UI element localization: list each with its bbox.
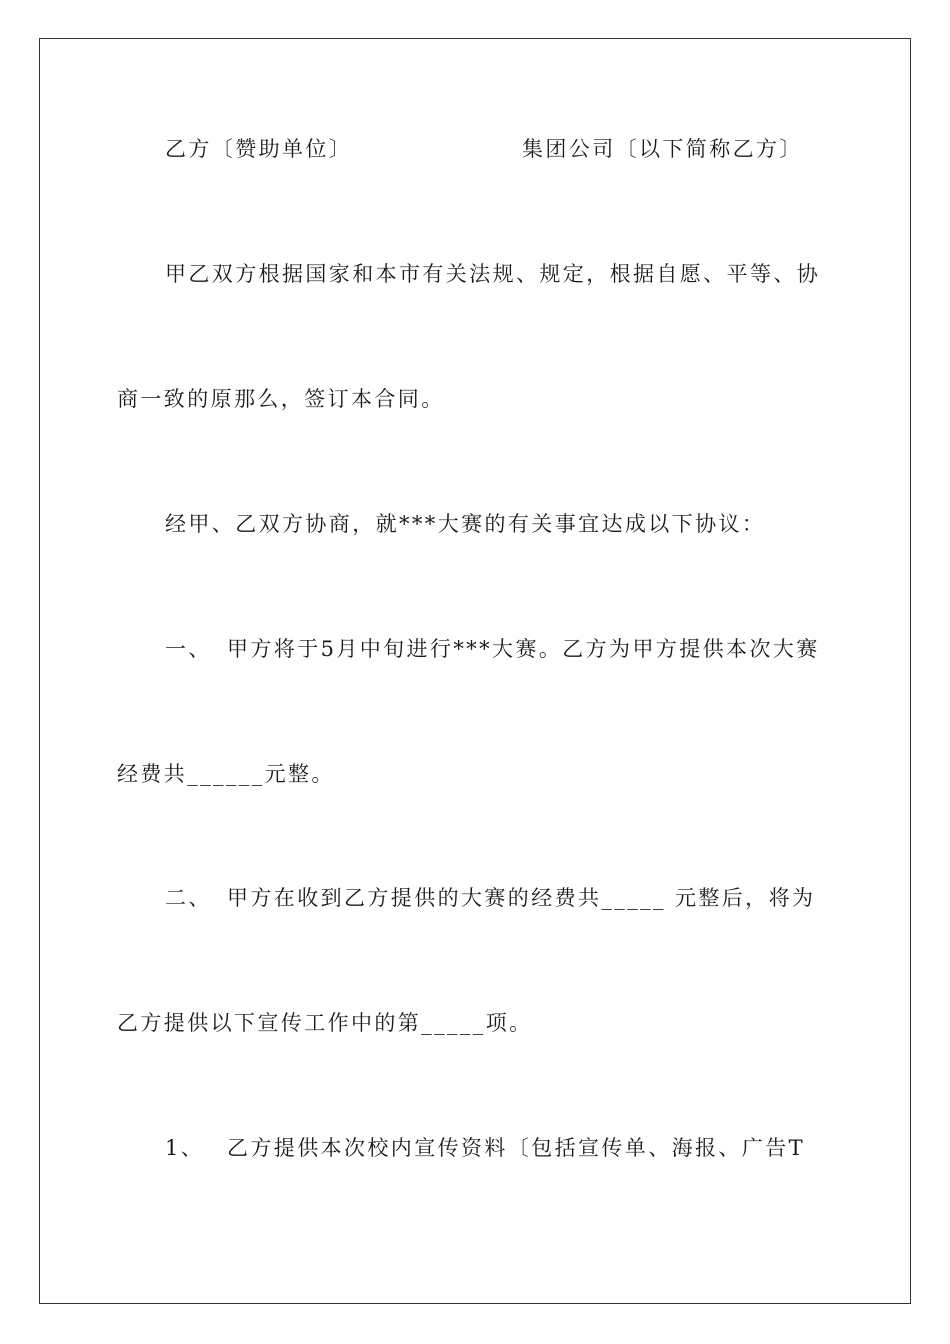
- party-b-label: 乙方〔赞助单位〕: [165, 137, 353, 161]
- paragraph-intro-line-2: 商一致的原那么，签订本合同。: [117, 387, 445, 411]
- item-1-line-2: 经费共______元整。: [117, 762, 335, 786]
- item-1-number: 一、: [165, 637, 212, 661]
- sub-item-1-number: 1、: [165, 1136, 205, 1160]
- item-1-line-1: 甲方将于5月中旬进行***大赛。乙方为甲方提供本次大赛: [227, 637, 820, 661]
- paragraph-agreement: 经甲、乙双方协商，就***大赛的有关事宜达成以下协议：: [165, 512, 766, 536]
- sub-item-1-line-1: 乙方提供本次校内宣传资料〔包括宣传单、海报、广告T: [227, 1136, 806, 1160]
- party-b-company: 集团公司〔以下简称乙方〕: [522, 137, 803, 161]
- item-2-number: 二、: [165, 886, 212, 910]
- paragraph-intro-line-1: 甲乙双方根据国家和本市有关法规、规定，根据自愿、平等、协: [165, 262, 821, 286]
- page-border: [39, 38, 911, 1304]
- item-2-line-1: 甲方在收到乙方提供的大赛的经费共_____ 元整后，将为: [227, 886, 816, 910]
- item-2-line-2: 乙方提供以下宣传工作中的第_____项。: [117, 1011, 533, 1035]
